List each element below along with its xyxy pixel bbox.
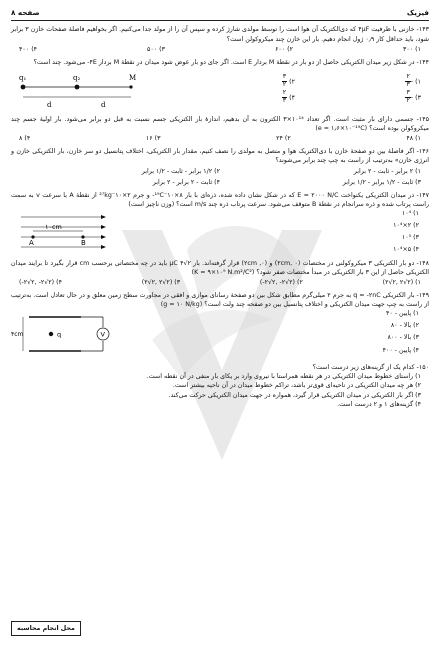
- options: [393, 209, 429, 255]
- question-text: ۱۴۷- در میدان الکتریکی یکنواخت E = ۲۰۰۰ N/C که در شکل نشان داده شده، ذره‌ای با بار ۸×۱۰⁻¹⁹C- و جرم ۲×۱۰⁻²⁷kg از نقطهٔ A با سرعت v به سمت راست پرتاب شده و ذره سرانجام در نقطهٔ B متوقف می‌شود. سرعت پرتاب ذره چند m/s است؟ (وزن ناچیز است): [11, 191, 429, 208]
- option-2[interactable]: ۲) هر چه میدان الکتریکی در ناحیه‌ای قوی‌تر باشد، تراکم خطوط میدان در آن ناحیه بیشتر است.: [172, 382, 421, 390]
- question-146: [11, 147, 429, 187]
- option-1[interactable]: ۱) (۲√۲ ,۲√۲): [382, 278, 421, 286]
- m-label: M: [129, 73, 137, 82]
- question-text: ۱۴۸- دو بار الکتریکی ۳ میکروکولنی در مختصات (۲cm, ۰) و (۰, ۲cm) قرار گرفته‌اند. بار ۲√μC ۴ باید در چه مختصاتی برحسب cm قرار بگیرد تا برایند میدان الکتریکی حاصل از این ۳ بار الکتریکی در مبدأ مختصات صفر شود؟ (K = ۹×۱۰⁹ N.m²/C²): [11, 259, 429, 276]
- option-1[interactable]: ۱) ۲ برابر - ثابت - ۲ برابر: [353, 167, 421, 175]
- point-a-label: A: [29, 239, 34, 248]
- distance-label: ۱۰cm: [45, 223, 62, 232]
- distance-label: ۴cm: [11, 331, 24, 339]
- question-text: ۱۴۹- بار الکتریکی q = -۲nC به جرم ۲ میلی‌گرم مطابق شکل بین دو صفحهٔ رسانای موازی و افقی در مجاورت سطح زمین معلق و در حال تعادل است. به‌ترتیب از راست به چپ جهت میدان الکتریکی و اختلاف پتانسیل بین دو صفحه چند ولت است؟ (g = ۱۰ N/kg): [11, 291, 429, 309]
- options: [161, 73, 429, 106]
- options: [11, 166, 429, 187]
- option-4[interactable]: ۴) ۸: [19, 135, 31, 143]
- voltmeter-label: V: [100, 330, 105, 339]
- option-1[interactable]: ۱) پایین - ۴۰: [385, 310, 419, 318]
- calculation-area-box: محل انجام محاسبه: [11, 621, 81, 636]
- option-4[interactable]: ۴) $\frac{۲}{۳}$: [282, 89, 295, 105]
- question-text: ۱۴۶- اگر فاصلهٔ بین دو صفحهٔ خازن با دی‌الکتریک هوا و متصل به مولدی را نصف کنیم، مقدار بار الکتریکی، اختلاف پتانسیل دو سر خازن، بار الکتریکی خازن و انرژی خازن» به‌ترتیب از راست به چپ چند برابر می‌شوند؟: [11, 148, 429, 165]
- option-4[interactable]: ۴) گزینه‌های ۱ و ۲ درست است.: [337, 400, 421, 408]
- field-figure: [11, 209, 111, 253]
- option-1[interactable]: ۱) ۱۰⁴: [401, 210, 419, 218]
- option-3[interactable]: ۳) ثابت - ۱/۲ برابر - ۱/۲ برابر: [342, 178, 421, 186]
- question-149: [11, 291, 429, 359]
- option-3[interactable]: ۳) ۱۰⁵: [401, 234, 419, 242]
- page-number: صفحه ۸: [11, 8, 40, 17]
- d2-label: d: [101, 100, 106, 109]
- question-text: ۱۴۳- خازنی با ظرفیت ۴μF که دی‌الکتریک آن هوا است را توسط مولدی شارژ کرده و سپس آن را از مولد جدا می‌کنیم. اگر بخواهیم فاصلهٔ صفحات خازن ۳ برابر شود، باید حداقل کار ۰٫۹ ژول انجام دهیم. بار این خازن چند میکروکولن است؟: [11, 26, 429, 43]
- charge-label: q: [57, 330, 62, 339]
- question-145: [11, 115, 429, 143]
- option-1[interactable]: ۱) - $\frac{۲}{۳}$: [406, 72, 421, 88]
- question-144: [11, 58, 429, 111]
- question-147: [11, 191, 429, 255]
- options: [383, 309, 429, 355]
- q2-label: q₂: [73, 73, 81, 82]
- d1-label: d: [47, 100, 52, 109]
- plates-figure: [11, 309, 121, 359]
- subject-title: فیزیک: [406, 8, 429, 17]
- page-header: [11, 8, 429, 21]
- charges-figure: [11, 67, 161, 111]
- point-b-label: B: [81, 239, 86, 248]
- option-2[interactable]: ۲) ۲۴: [276, 135, 291, 143]
- options: [11, 372, 429, 409]
- option-1[interactable]: ۱) راستای خطوط میدان الکتریکی در هر نقطه همراستا با نیروی وارد بر یکای بار منفی در آن نقطه است.: [146, 373, 421, 381]
- question-150: [11, 363, 429, 409]
- option-2[interactable]: ۲) ۱/۲ برابر - ثابت - ۱/۲ برابر: [141, 167, 220, 175]
- option-4[interactable]: ۴) (۲√۲- ,۲√۲-): [19, 278, 62, 286]
- question-148: [11, 259, 429, 287]
- option-3[interactable]: ۳) - $\frac{۳}{۲}$: [406, 89, 421, 105]
- question-text: ۱۴۴- در شکل زیر میدان الکتریکی حاصل از دو بار در نقطهٔ M بردار E است. اگر جای دو بار عوض شود میدان در نقطهٔ M بردار ۴E- می‌شود. چند است؟: [33, 58, 429, 66]
- option-4[interactable]: ۴) ۵×۱۰⁴: [393, 246, 419, 254]
- option-3[interactable]: ۳) (۲√۲ ,۲√۲): [141, 278, 181, 286]
- options: [11, 277, 429, 287]
- question-143: [11, 25, 429, 53]
- option-2[interactable]: ۲) ۶۰۰: [275, 45, 294, 53]
- options: [11, 133, 429, 143]
- option-4[interactable]: ۴) ۴۰۰: [19, 45, 38, 53]
- option-2[interactable]: ۲) بالا - ۸۰: [390, 322, 419, 330]
- option-2[interactable]: ۲) $\frac{۳}{۲}$: [282, 72, 295, 88]
- question-text: ۱۴۵- جسمی دارای بار مثبت است. اگر تعداد ۱۰¹⁴×۳ الکترون به آن بدهیم، اندازهٔ بار الکتریکی جسم نسبت به قبل دو برابر می‌شود. بار اولیهٔ جسم چند میکروکولن بوده است؟ (e = ۱٫۶×۱۰⁻¹⁹C): [11, 115, 429, 133]
- option-1[interactable]: ۱) ۳۰۰: [402, 45, 421, 53]
- options: [11, 44, 429, 54]
- question-text: ۱۵۰- کدام یک از گزینه‌های زیر درست است؟: [312, 364, 429, 372]
- option-2[interactable]: ۲) ۲×۱۰⁴: [393, 222, 419, 230]
- option-3[interactable]: ۳) بالا - ۸۰۰: [387, 334, 419, 342]
- option-4[interactable]: ۴) ثابت - ۲ برابر - ۲ برابر: [152, 178, 220, 186]
- option-4[interactable]: ۴) پایین - ۴۰۰: [382, 346, 419, 354]
- q1-label: q₁: [19, 73, 27, 82]
- option-3[interactable]: ۳) ۵۰۰: [147, 45, 166, 53]
- option-3[interactable]: ۳) ۱۶: [145, 135, 161, 143]
- option-1[interactable]: ۱) ۴۸: [406, 135, 421, 143]
- option-2[interactable]: ۲) (۲√۲- ,۲√۲-): [259, 278, 303, 286]
- option-3[interactable]: ۳) اگر بار الکتریکی در میدان الکتریکی قرار گیرد، همواره در جهت میدان الکتریکی حرکت می‌کند.: [168, 391, 421, 399]
